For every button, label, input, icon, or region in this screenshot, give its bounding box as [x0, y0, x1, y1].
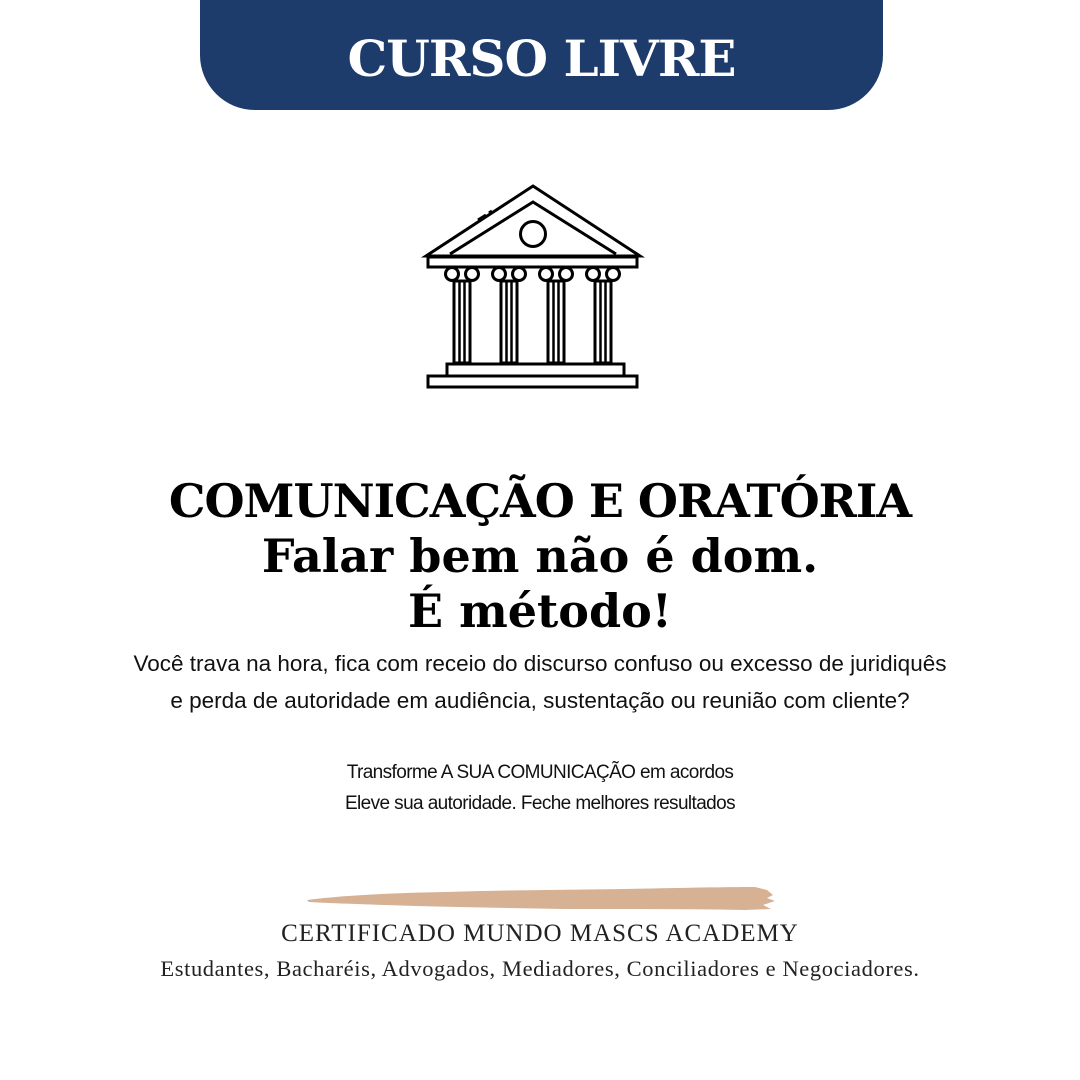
headline-method: É método!: [408, 584, 672, 638]
tagline-line-2: Eleve sua autoridade. Feche melhores resultados: [344, 793, 736, 814]
headline: [0, 474, 1080, 639]
brush-stroke-divider: [305, 884, 777, 914]
courthouse-icon: [420, 180, 650, 395]
pain-question: [20, 645, 1060, 719]
tagline: [200, 757, 880, 819]
top-banner: [200, 0, 883, 110]
tagline-line-1: Transforme A SUA COMUNICAÇÃO em acordos: [346, 762, 734, 783]
pain-question-line-1: Você trava na hora, fica com receio do discurso confuso ou excesso de juridiquês: [133, 651, 947, 676]
banner-title: CURSO LIVRE: [347, 28, 736, 88]
certificate-line: CERTIFICADO MUNDO MASCS ACADEMY: [281, 920, 799, 947]
headline-title: COMUNICAÇÃO E ORATÓRIA: [168, 474, 912, 528]
headline-subtitle: Falar bem não é dom.: [261, 529, 819, 583]
audience-line: Estudantes, Bacharéis, Advogados, Mediadores, Conciliadores e Negociadores.: [160, 956, 920, 981]
pain-question-line-2: e perda de autoridade em audiência, sustentação ou reunião com cliente?: [170, 688, 910, 713]
